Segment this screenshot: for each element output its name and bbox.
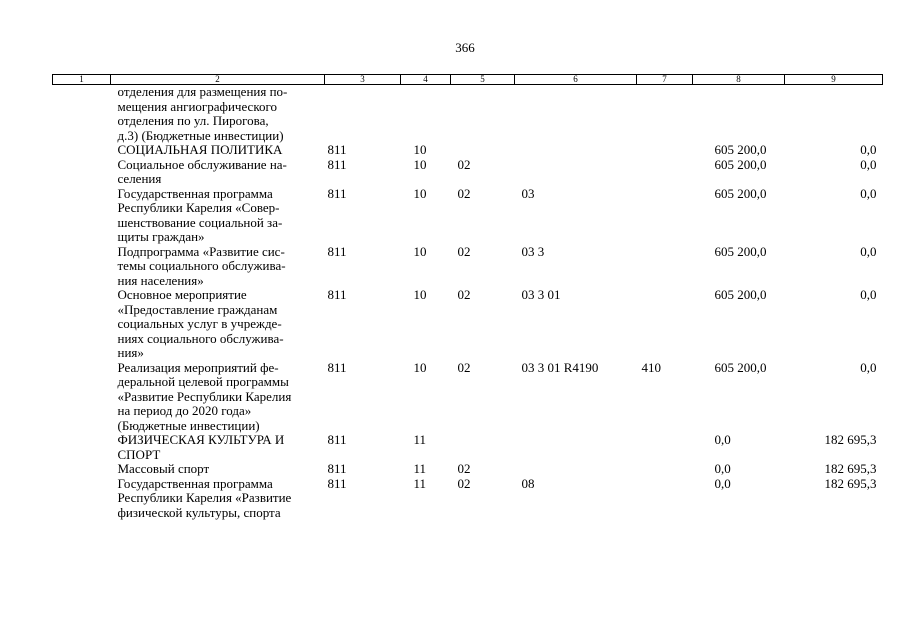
cell-col-6: [515, 433, 637, 462]
cell-col-6: 03 3 01 R4190: [521, 359, 599, 375]
row-name: Основное мероприятие «Предоставление гражданам социальных услуг в учрежде- ниях социального обслужива- ния»: [117, 287, 284, 360]
cell-col-4: 10: [413, 243, 427, 259]
cell-col-1: [53, 158, 111, 187]
cell-col-6: 03 3: [521, 243, 545, 259]
cell-col-9: 182 695,3: [824, 432, 877, 447]
cell-col-7: [637, 245, 693, 289]
cell-col-1: [53, 85, 111, 144]
cell-col-9: 0,0: [860, 243, 877, 259]
cell-col-8: 605 200,0: [714, 185, 767, 201]
cell-col-6: [515, 143, 637, 158]
column-header-9: 9: [785, 75, 883, 85]
cell-col-4: 10: [413, 185, 427, 201]
column-header-2: 2: [111, 75, 325, 85]
cell-col-8: 605 200,0: [714, 142, 767, 157]
cell-col-1: [53, 433, 111, 462]
cell-col-6: [515, 158, 637, 187]
cell-col-6: 08: [521, 475, 535, 491]
column-header-6: 6: [515, 75, 637, 85]
page-number: 366: [455, 40, 475, 55]
cell-col-9: 182 695,3: [824, 475, 877, 491]
cell-col-7: [637, 433, 693, 462]
table-row: [53, 143, 883, 158]
cell-col-8: 0,0: [714, 461, 731, 476]
cell-col-4: 10: [413, 156, 427, 172]
table-row: [53, 462, 883, 477]
column-header-1: 1: [53, 75, 111, 85]
cell-col-1: [53, 288, 111, 361]
cell-col-1: [53, 462, 111, 477]
cell-col-7: [637, 158, 693, 187]
cell-col-5: 02: [457, 243, 471, 259]
cell-col-8: 605 200,0: [714, 156, 767, 172]
cell-col-3: [325, 85, 401, 144]
cell-col-3: 811: [327, 287, 347, 302]
cell-col-5: 02: [457, 185, 471, 201]
cell-col-3: 811: [327, 156, 347, 172]
cell-col-9: [785, 85, 883, 144]
cell-col-9: 0,0: [860, 359, 877, 375]
cell-col-3: 811: [327, 142, 347, 157]
cell-col-8: 605 200,0: [714, 287, 767, 302]
cell-col-3: 811: [327, 461, 347, 476]
row-name: Подпрограмма «Развитие сис- темы социального обслужива- ния населения»: [117, 243, 286, 288]
cell-col-6: 03 3 01: [521, 287, 561, 302]
cell-col-1: [53, 477, 111, 521]
cell-col-8: [693, 85, 785, 144]
cell-col-9: 0,0: [860, 156, 877, 172]
cell-col-7: [637, 85, 693, 144]
cell-col-6: [515, 462, 637, 477]
cell-col-6: 03: [521, 185, 535, 201]
cell-col-4: [401, 85, 451, 144]
cell-col-7: 410: [641, 359, 661, 375]
row-name: СОЦИАЛЬНАЯ ПОЛИТИКА: [117, 142, 283, 157]
cell-col-7: [637, 477, 693, 521]
cell-col-8: 605 200,0: [714, 359, 767, 375]
table-row: [53, 288, 883, 361]
table-row: [53, 245, 883, 289]
cell-col-4: 11: [413, 461, 427, 476]
budget-table: [52, 74, 883, 520]
table-row: [53, 85, 883, 144]
cell-col-8: 0,0: [714, 432, 731, 447]
cell-col-5: [451, 85, 515, 144]
cell-col-5: [451, 433, 515, 462]
cell-col-9: 0,0: [860, 287, 877, 302]
table-row: [53, 361, 883, 434]
header-row: [53, 75, 883, 85]
cell-col-4: 11: [413, 475, 427, 491]
table-row: [53, 433, 883, 462]
column-header-5: 5: [451, 75, 515, 85]
row-name: Социальное обслуживание на- селения: [117, 156, 287, 186]
column-header-8: 8: [693, 75, 785, 85]
cell-col-4: 11: [413, 432, 427, 447]
cell-col-5: 02: [457, 156, 471, 172]
cell-col-3: 811: [327, 475, 347, 491]
row-name: Массовый спорт: [117, 461, 210, 476]
cell-col-5: 02: [457, 461, 471, 476]
cell-col-8: 0,0: [714, 475, 731, 491]
row-name: Реализация мероприятий фе- деральной целевой программы «Развитие Республики Карелия на период до 2020 года» (Бюджетные инвестиции): [117, 359, 292, 433]
cell-col-7: [637, 187, 693, 245]
cell-col-7: [637, 143, 693, 158]
cell-col-3: 811: [327, 432, 347, 447]
column-header-7: 7: [637, 75, 693, 85]
cell-col-5: 02: [457, 359, 471, 375]
cell-col-3: 811: [327, 359, 347, 375]
row-name: ФИЗИЧЕСКАЯ КУЛЬТУРА И СПОРТ: [117, 432, 285, 462]
cell-col-4: 10: [413, 287, 427, 302]
cell-col-7: [637, 462, 693, 477]
cell-col-9: 0,0: [860, 185, 877, 201]
cell-col-5: 02: [457, 475, 471, 491]
cell-col-9: 182 695,3: [824, 461, 877, 476]
cell-col-1: [53, 245, 111, 289]
table-row: [53, 187, 883, 245]
cell-col-5: 02: [457, 287, 471, 302]
row-name: отделения для размещения по- мещения ангиографического отделения по ул. Пирогова, д.3) (Бюджетные инвестиции): [117, 84, 288, 143]
cell-col-7: [637, 288, 693, 361]
table-row: [53, 477, 883, 521]
row-name: Государственная программа Республики Карелия «Развитие физической культуры, спорта: [117, 475, 292, 520]
column-header-4: 4: [401, 75, 451, 85]
column-header-3: 3: [325, 75, 401, 85]
cell-col-1: [53, 187, 111, 245]
cell-col-3: 811: [327, 185, 347, 201]
cell-col-1: [53, 143, 111, 158]
cell-col-5: [451, 143, 515, 158]
cell-col-4: 10: [413, 142, 427, 157]
row-name: Государственная программа Республики Карелия «Совер- шенствование социальной за- щиты граждан»: [117, 185, 283, 244]
table-row: [53, 158, 883, 187]
cell-col-4: 10: [413, 359, 427, 375]
cell-col-1: [53, 361, 111, 434]
table-body: [53, 85, 883, 521]
cell-col-3: 811: [327, 243, 347, 259]
cell-col-8: 605 200,0: [714, 243, 767, 259]
cell-col-6: [515, 85, 637, 144]
cell-col-9: 0,0: [860, 142, 877, 157]
table-header: [53, 75, 883, 85]
